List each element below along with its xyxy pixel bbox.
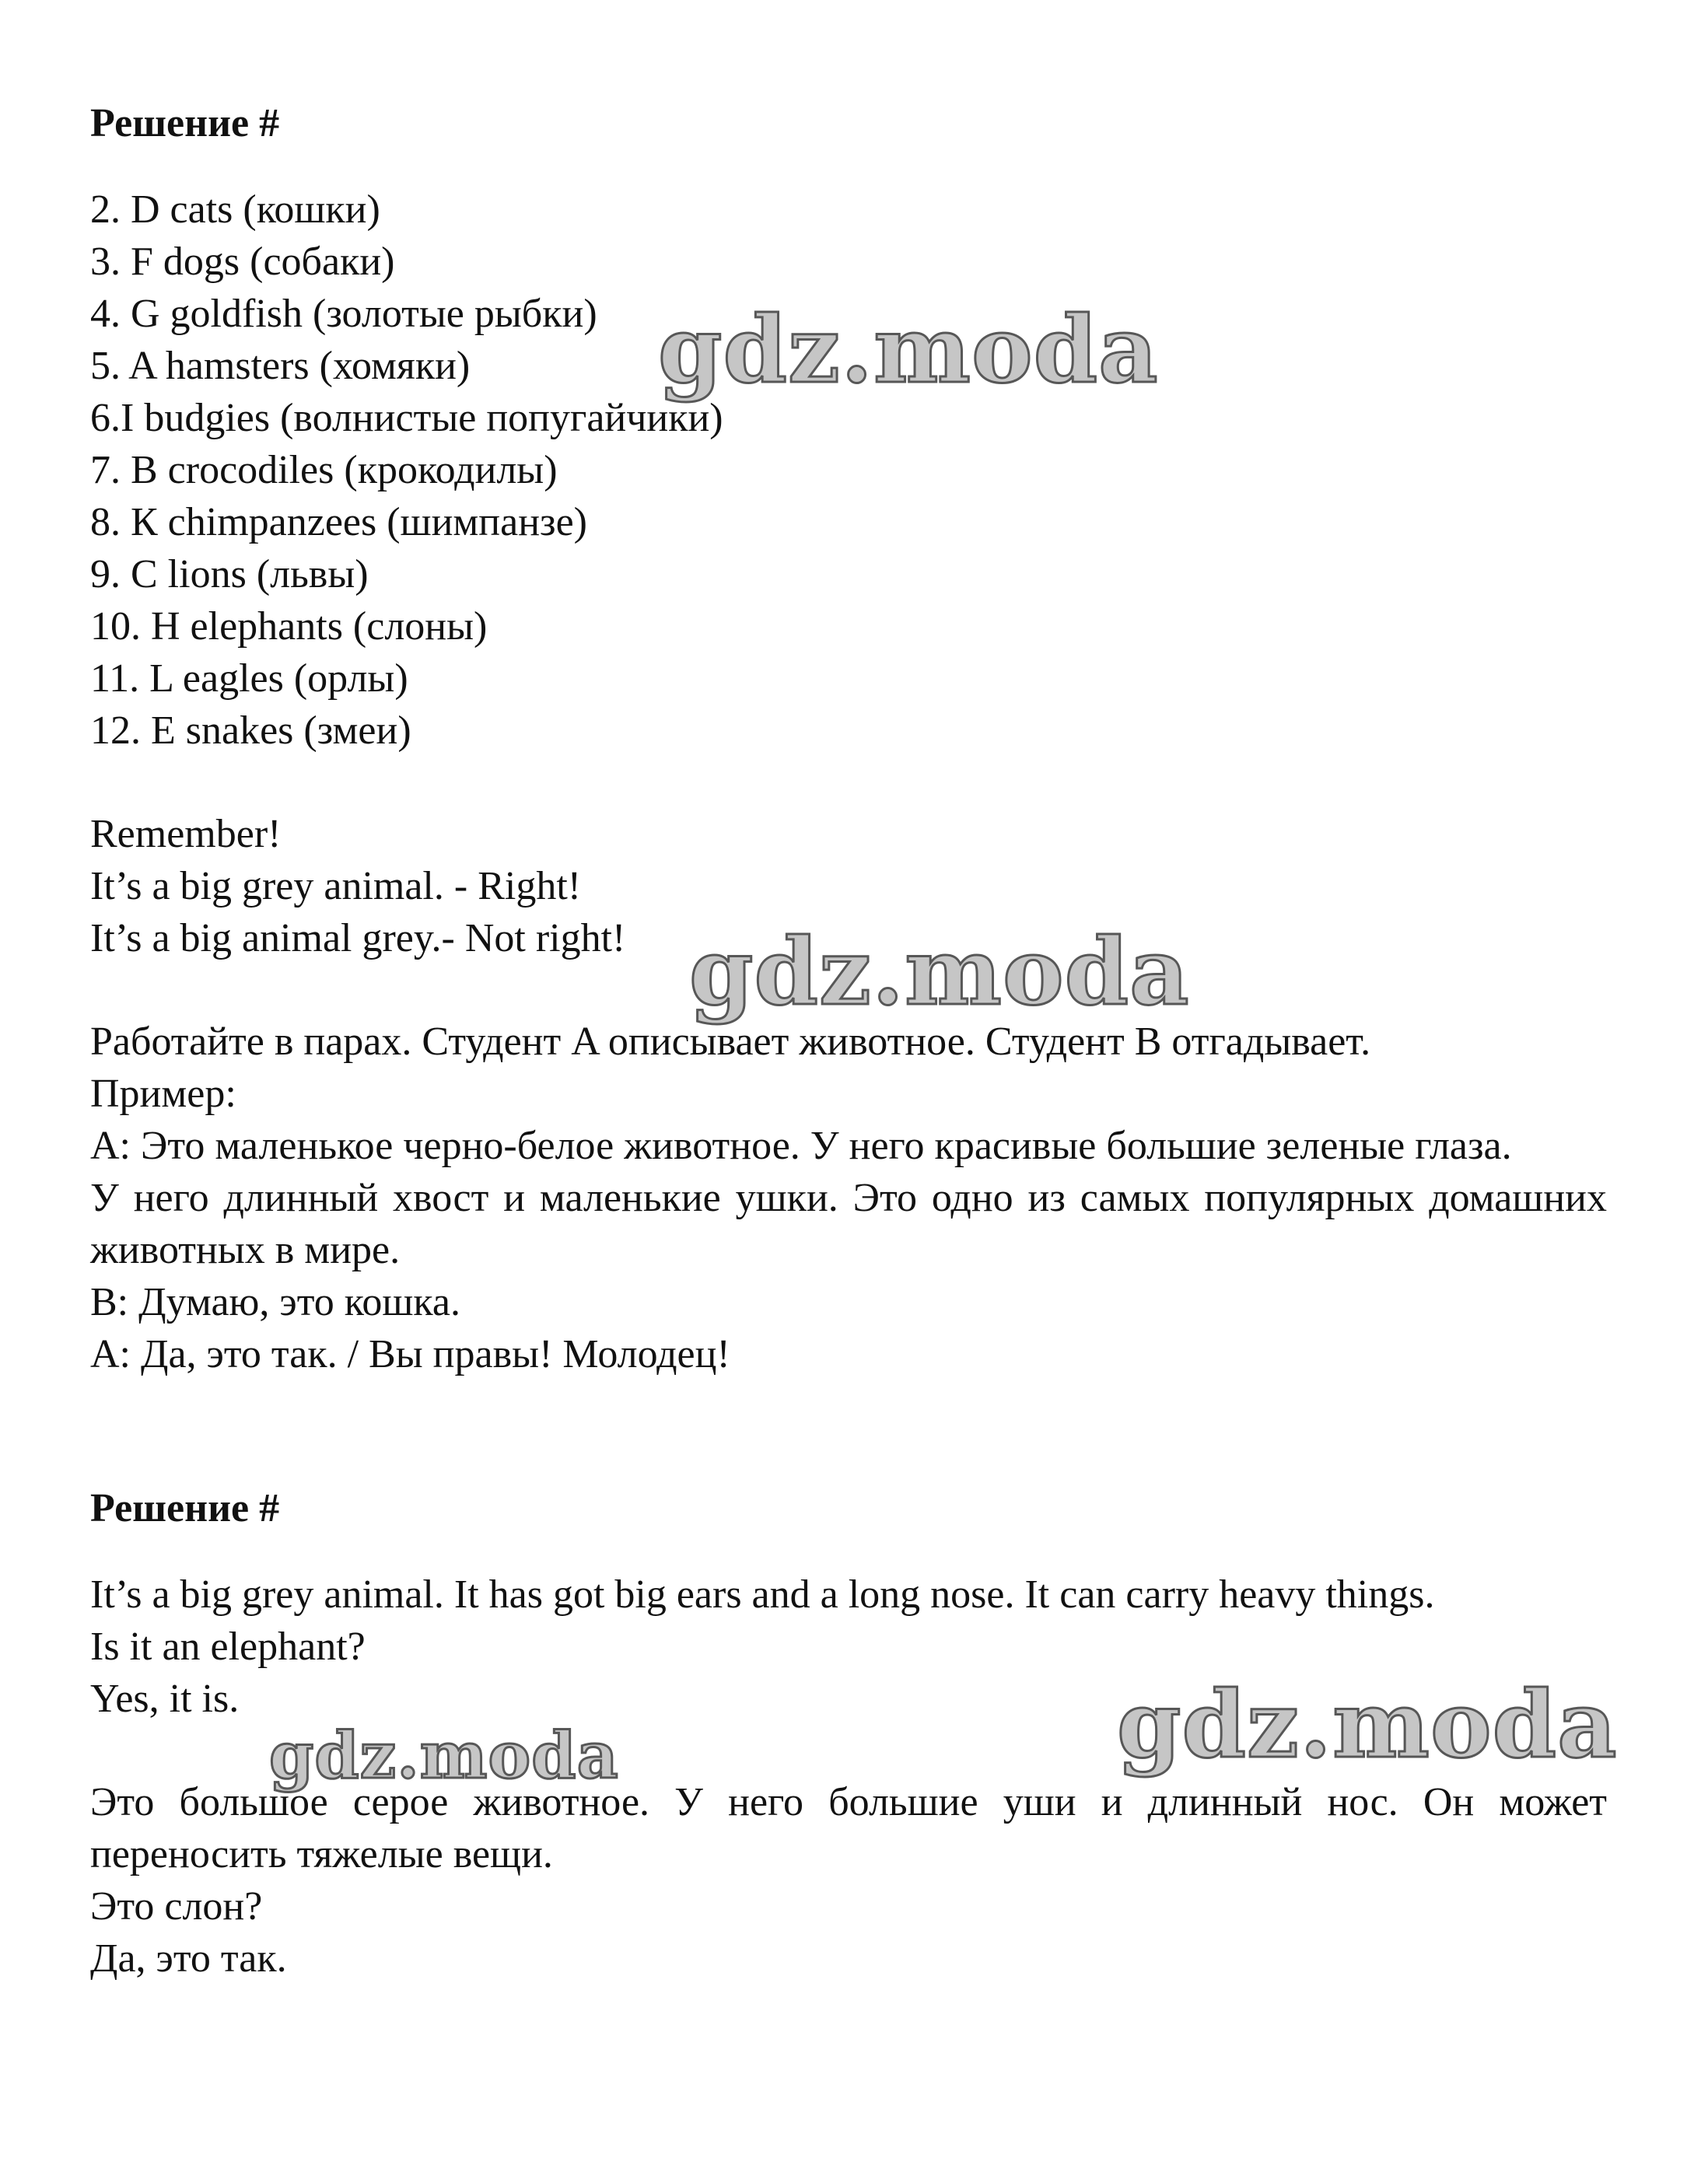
answer-item: 6.I budgies (волнистые попугайчики)	[90, 396, 723, 440]
answer-item: 7. B crocodiles (крокодилы)	[90, 448, 558, 492]
watermark-logo: gdz.moda	[1117, 1670, 1618, 1779]
spacer	[90, 149, 1607, 184]
russian-answer-block	[90, 1776, 1607, 1985]
dialogue-line-a1: A: Это маленькое черно-белое животное. У него красивые большие зеленые глаза.	[90, 1124, 1512, 1168]
english-reply: Yes, it is.	[90, 1677, 240, 1721]
watermark-logo: gdz.moda	[658, 296, 1159, 404]
answer-item: 12. E snakes (змеи)	[90, 708, 411, 753]
answer-item: 8. К chimpanzees (шимпанзе)	[90, 500, 587, 544]
pairwork-block	[90, 1016, 1607, 1380]
answer-item: 2. D cats (кошки)	[90, 187, 380, 232]
spacer	[90, 1380, 1607, 1483]
remember-right-example: It’s a big grey animal. - Right!	[90, 864, 582, 908]
answer-list	[90, 184, 1607, 757]
answer-item: 3. F dogs (собаки)	[90, 240, 395, 284]
spacer	[90, 1534, 1607, 1569]
dialogue-line-a3: A: Да, это так. / Вы правы! Молодец!	[90, 1332, 730, 1376]
spacer	[90, 757, 1607, 808]
dialogue-line-b: B: Думаю, это кошка.	[90, 1280, 460, 1324]
english-question: Is it an elephant?	[90, 1625, 366, 1669]
answer-item: 4. G goldfish (золотые рыбки)	[90, 292, 597, 336]
russian-reply: Да, это так.	[90, 1936, 287, 1981]
example-label: Пример:	[90, 1072, 236, 1116]
russian-question: Это слон?	[90, 1884, 263, 1929]
answer-item: 5. A hamsters (хомяки)	[90, 344, 471, 388]
solution-heading-1: Решение #	[90, 101, 280, 145]
answer-item: 9. C lions (львы)	[90, 552, 369, 596]
solution-heading-2: Решение #	[90, 1486, 280, 1530]
remember-title: Remember!	[90, 812, 282, 856]
pairwork-instruction: Работайте в парах. Студент A описывает животное. Студент B отгадывает.	[90, 1020, 1371, 1064]
russian-description: Это большое серое животное. У него большие уши и длинный нос. Он может переносить тяжелые вещи.	[90, 1780, 1607, 1876]
dialogue-line-a2: У него длинный хвост и маленькие ушки. Это одно из самых популярных домашних животных в мире.	[90, 1176, 1607, 1272]
watermark-logo: gdz.moda	[269, 1719, 619, 1793]
watermark-logo: gdz.moda	[689, 918, 1190, 1026]
remember-wrong-example: It’s a big animal grey.- Not right!	[90, 916, 626, 960]
answer-item: 11. L eagles (орлы)	[90, 656, 408, 701]
english-description: It’s a big grey animal. It has got big ears and a long nose. It can carry heavy things.	[90, 1572, 1435, 1617]
answer-item: 10. H elephants (слоны)	[90, 604, 488, 649]
